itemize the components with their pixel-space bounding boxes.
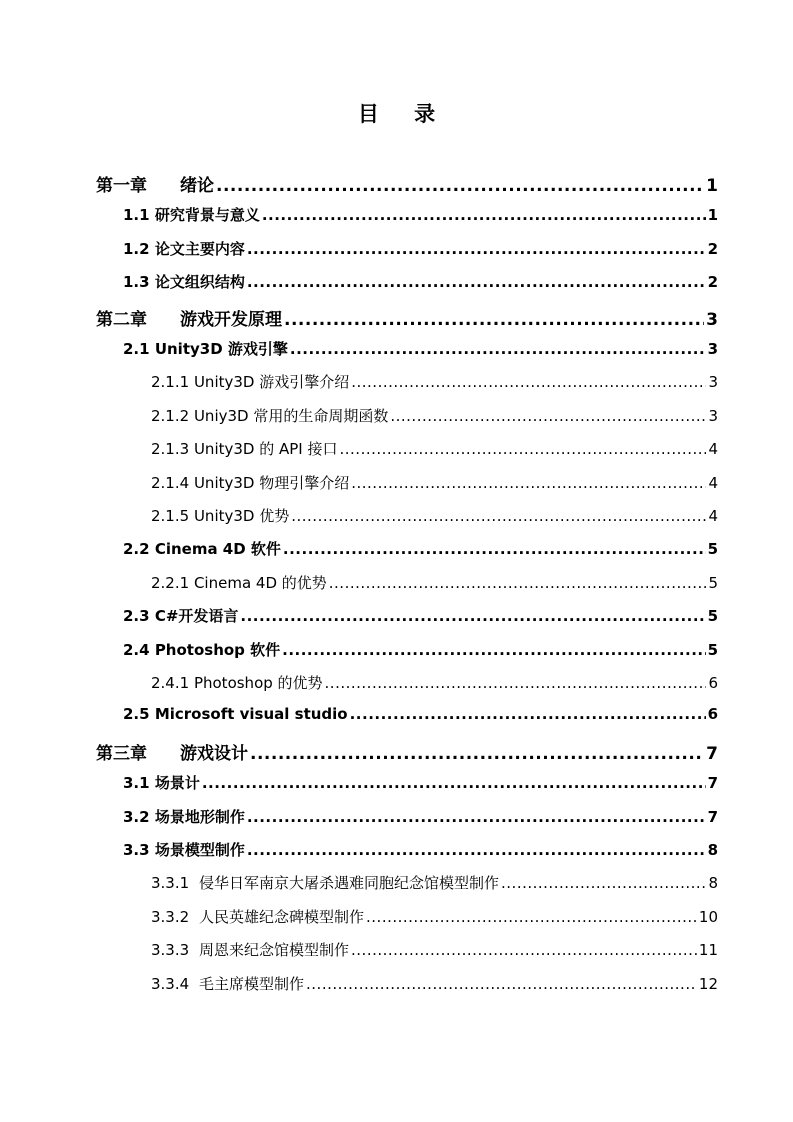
toc-entry-page: 6 [707, 705, 718, 724]
toc-entry-label [123, 238, 245, 259]
toc-entry-text: 毛主席模型制作 [199, 974, 305, 993]
toc-entry-page: 7 [707, 807, 718, 826]
toc-entry[interactable] [123, 705, 718, 723]
toc-entry-text: Unity3D 游戏引擎介绍 [193, 373, 350, 392]
dot-leader [350, 705, 706, 723]
toc-entry-label [151, 438, 338, 459]
toc-entry-text: Uniy3D 常用的生命周期函数 [193, 406, 389, 425]
toc-entry-text: 周恩来纪念馆模型制作 [199, 941, 350, 960]
toc-entry-label [151, 405, 388, 426]
toc-entry-text: 游戏设计 [180, 743, 248, 764]
toc-entry-number: 1.2 [123, 239, 150, 258]
toc-entry-text: Unity3D 物理引擎介绍 [193, 473, 350, 492]
toc-entry[interactable] [123, 806, 718, 827]
toc-entry[interactable] [151, 672, 718, 693]
toc-entry-label [123, 271, 245, 292]
dot-leader [351, 373, 706, 391]
toc-entry-text: Photoshop 软件 [154, 640, 281, 659]
dot-leader [283, 540, 706, 558]
dot-leader [247, 273, 706, 291]
toc-entry[interactable] [123, 772, 718, 793]
toc-entry-number: 2.1.3 [151, 440, 190, 459]
toc-entry-number: 2.1.4 [151, 473, 190, 492]
toc-entry[interactable] [123, 271, 718, 292]
toc-entry-text: 绪论 [180, 176, 214, 196]
dot-leader [329, 574, 707, 592]
toc-entry-page: 8 [707, 841, 718, 859]
toc-entry[interactable] [123, 639, 718, 660]
toc-entry-number: 第三章 [96, 743, 147, 764]
toc-entry-label [151, 906, 364, 927]
toc-entry-text: 场景模型制作 [154, 841, 245, 859]
toc-entry-text: 侵华日军南京大屠杀遇难同胞纪念馆模型制作 [199, 874, 500, 893]
toc-entry-label [96, 305, 282, 330]
toc-entry[interactable] [123, 204, 718, 225]
toc-entry-text: Unity3D 的 API 接口 [193, 440, 338, 459]
dot-leader [351, 941, 697, 959]
toc-entry-page: 1 [707, 206, 718, 225]
toc-entry-text: C#开发语言 [154, 607, 239, 626]
toc-entry-number: 2.1.2 [151, 406, 190, 425]
toc-entry[interactable] [96, 171, 718, 196]
toc-entry-page: 2 [707, 273, 718, 292]
toc-entry-label [151, 371, 349, 392]
toc-entry-page: 8 [708, 874, 718, 893]
toc-entry-number: 1.1 [123, 206, 150, 225]
toc-entry-label [123, 605, 238, 626]
toc-entry-text: Cinema 4D 软件 [154, 540, 281, 559]
toc-entry-number: 3.3.1 [151, 874, 190, 893]
toc-entry-number: 3.3.3 [151, 941, 190, 960]
toc-entry-page: 4 [708, 507, 718, 525]
dot-leader [282, 641, 705, 659]
toc-entry[interactable] [151, 906, 718, 927]
toc-entry-text: Photoshop 的优势 [193, 674, 323, 692]
dot-leader [340, 440, 707, 458]
toc-entry-page: 2 [707, 239, 718, 258]
toc-entry[interactable] [151, 472, 718, 493]
toc-entry-page: 5 [707, 540, 718, 559]
toc-entry-label [151, 505, 289, 526]
toc-entry[interactable] [123, 839, 718, 860]
toc-entry-label [123, 705, 348, 723]
dot-leader [240, 607, 705, 625]
toc-entry[interactable] [151, 572, 718, 593]
toc-entry-page: 3 [708, 373, 718, 392]
toc-entry-label [123, 772, 200, 793]
toc-entry-page: 4 [708, 473, 718, 492]
toc-entry-page: 10 [698, 907, 718, 926]
toc-entry-text: 游戏开发原理 [180, 309, 282, 330]
dot-leader [366, 908, 697, 926]
dot-leader [216, 176, 704, 196]
toc-entry-page: 6 [708, 674, 718, 692]
dot-leader [501, 874, 706, 892]
toc-entry[interactable] [96, 739, 718, 764]
toc-entry-page: 3 [706, 309, 718, 330]
toc-entry[interactable] [123, 538, 718, 559]
toc-entry-label [123, 538, 281, 559]
toc-entry-label [151, 472, 349, 493]
toc-entry-number: 2.1 [123, 340, 150, 358]
toc-entry-number: 2.4 [123, 640, 150, 659]
toc-entry-text: Unity3D 优势 [193, 507, 290, 525]
toc-entry-number: 3.2 [123, 807, 150, 826]
toc-title: 目 录 [357, 102, 450, 126]
dot-leader [351, 474, 706, 492]
dot-leader [202, 774, 706, 792]
toc-entry-label [151, 872, 499, 893]
toc-entry-label [151, 939, 349, 960]
toc-entry[interactable] [151, 872, 718, 893]
toc-entry[interactable] [151, 939, 718, 960]
toc-entry[interactable] [151, 405, 718, 426]
toc-entry[interactable] [151, 371, 718, 392]
toc-entry-number: 3.3.2 [151, 907, 190, 926]
toc-entry-label [123, 639, 280, 660]
toc-entry-number: 2.5 [123, 705, 150, 724]
toc-entry[interactable] [96, 305, 718, 330]
dot-leader [390, 407, 706, 425]
toc-entry-text: 人民英雄纪念碑模型制作 [199, 907, 365, 926]
toc-entry[interactable] [151, 438, 718, 459]
toc-entry-number: 第一章 [96, 176, 147, 196]
toc-entry[interactable] [151, 505, 718, 526]
dot-leader [291, 507, 706, 525]
toc-entry-page: 5 [707, 607, 718, 626]
toc-entry-label [151, 572, 327, 593]
toc-entry[interactable] [123, 605, 718, 626]
toc-entry-text: 研究背景与意义 [154, 206, 260, 225]
toc-entry-label [123, 806, 245, 827]
toc-entry-number: 2.1.1 [151, 373, 190, 392]
toc-entry-text: 论文组织结构 [154, 273, 245, 292]
toc-entry-number: 2.2.1 [151, 573, 190, 592]
toc-entry-number: 3.1 [123, 774, 150, 793]
toc-entry[interactable] [123, 338, 718, 359]
dot-leader [247, 808, 706, 826]
toc-entry-text: 场景地形制作 [154, 807, 245, 826]
dot-leader [247, 240, 706, 258]
toc-entry[interactable] [123, 238, 718, 259]
dot-leader [247, 841, 706, 859]
toc-entry-page: 11 [698, 941, 718, 960]
toc-entry-page: 4 [708, 440, 718, 459]
toc-entry-page: 3 [708, 406, 718, 425]
toc-entry-text: Cinema 4D 的优势 [193, 573, 327, 592]
toc-entry-page: 7 [706, 743, 718, 764]
dot-leader [306, 975, 697, 993]
toc-entry-number: 2.3 [123, 607, 150, 626]
toc-entry-number: 2.4.1 [151, 674, 190, 692]
toc-entry-page: 7 [707, 774, 718, 793]
toc-entry-number: 3.3.4 [151, 974, 190, 993]
toc-entry-number: 2.2 [123, 540, 150, 559]
toc-entry-label [123, 839, 245, 860]
toc-entry-number: 2.1.5 [151, 507, 190, 525]
toc-entry-page: 5 [708, 573, 718, 592]
toc-entry-page: 12 [698, 974, 718, 993]
dot-leader [290, 340, 706, 358]
toc-entry[interactable] [151, 973, 718, 994]
toc-entry-label [96, 739, 248, 764]
toc-entry-number: 1.3 [123, 273, 150, 292]
toc-entry-label [151, 973, 304, 994]
toc-entry-label [123, 204, 260, 225]
dot-leader [325, 674, 707, 692]
toc-entry-page: 1 [706, 176, 718, 196]
dot-leader [284, 310, 704, 330]
dot-leader [250, 744, 704, 764]
toc-entry-label [96, 171, 214, 196]
toc-entry-label [151, 672, 323, 693]
toc-entry-text: 论文主要内容 [154, 239, 245, 258]
dot-leader [262, 206, 706, 224]
toc-entry-label [123, 338, 288, 359]
toc-entry-text: 场景计 [154, 774, 200, 793]
toc-entry-page: 3 [707, 340, 718, 358]
toc-entry-text: Microsoft visual studio [154, 705, 348, 724]
toc-entry-number: 第二章 [96, 309, 147, 330]
toc-entry-number: 3.3 [123, 841, 150, 859]
toc-entry-text: Unity3D 游戏引擎 [154, 340, 288, 358]
toc-entry-page: 5 [707, 640, 718, 659]
